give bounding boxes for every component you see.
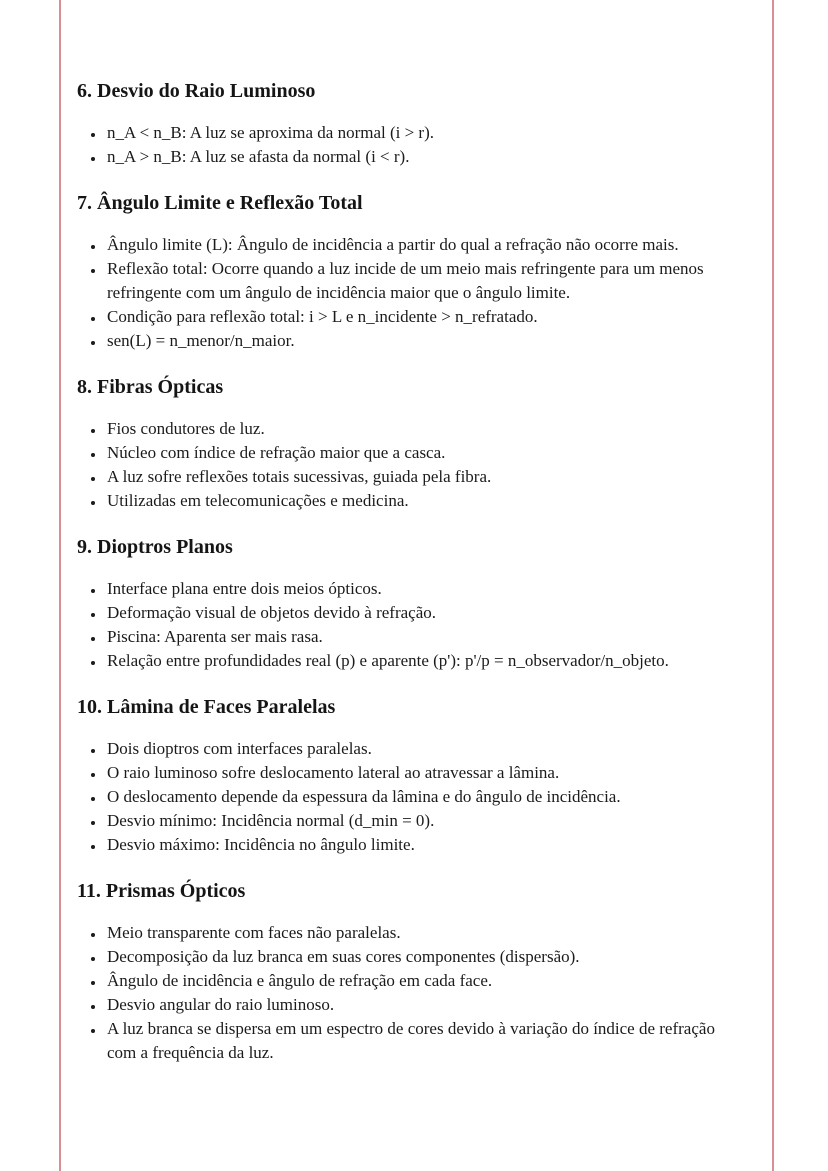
bullet-item: • Dois dioptros com interfaces paralelas. [105,737,748,761]
bullet-item: • Núcleo com índice de refração maior que a casca. [105,441,748,465]
bullet-item: • Desvio mínimo: Incidência normal (d_min = 0). [105,809,748,833]
document-page [59,0,774,1171]
bullet-item: • Ângulo limite (L): Ângulo de incidência a partir do qual a refração não ocorre mais. [105,233,748,257]
bullet-item: • O deslocamento depende da espessura da lâmina e do ângulo de incidência. [105,785,748,809]
document-section [77,79,748,169]
bullet-item: • Desvio máximo: Incidência no ângulo limite. [105,833,748,857]
document-section [77,535,748,673]
bullet-item: • Meio transparente com faces não paralelas. [105,921,748,945]
section-heading: 11. Prismas Ópticos [77,880,246,902]
bullet-item: • O raio luminoso sofre deslocamento lateral ao atravessar a lâmina. [105,761,748,785]
bullet-list [77,417,748,513]
bullet-item: • Piscina: Aparenta ser mais rasa. [105,625,748,649]
section-heading: 10. Lâmina de Faces Paralelas [77,696,336,718]
bullet-list [77,921,748,1065]
bullet-item: • A luz sofre reflexões totais sucessivas, guiada pela fibra. [105,465,748,489]
bullet-item: • Desvio angular do raio luminoso. [105,993,748,1017]
section-heading: 9. Dioptros Planos [77,536,233,558]
bullet-list [77,577,748,673]
section-heading: 7. Ângulo Limite e Reflexão Total [77,192,363,214]
bullet-item: • n_A > n_B: A luz se afasta da normal (i < r). [105,145,748,169]
bullet-list [77,233,748,353]
bullet-item: • Relação entre profundidades real (p) e aparente (p'): p'/p = n_observador/n_objeto. [105,649,748,673]
document-section [77,695,748,857]
bullet-item: • Fios condutores de luz. [105,417,748,441]
document-section [77,191,748,353]
bullet-list [77,121,748,169]
bullet-item: • Reflexão total: Ocorre quando a luz incide de um meio mais refringente para um menos refringente com um ângulo de incidência maior que o ângulo limite. [105,257,748,305]
bullet-item: • A luz branca se dispersa em um espectro de cores devido à variação do índice de refração com a frequência da luz. [105,1017,748,1065]
section-heading: 8. Fibras Ópticas [77,376,224,398]
bullet-list [77,737,748,857]
bullet-item: • Interface plana entre dois meios ópticos. [105,577,748,601]
document-section [77,375,748,513]
bullet-item: • Utilizadas em telecomunicações e medicina. [105,489,748,513]
section-heading: 6. Desvio do Raio Luminoso [77,80,316,102]
bullet-item: • Ângulo de incidência e ângulo de refração em cada face. [105,969,748,993]
bullet-item: • sen(L) = n_menor/n_maior. [105,329,748,353]
bullet-item: • Decomposição da luz branca em suas cores componentes (dispersão). [105,945,748,969]
document-section [77,879,748,1065]
bullet-item: • n_A < n_B: A luz se aproxima da normal (i > r). [105,121,748,145]
bullet-item: • Deformação visual de objetos devido à refração. [105,601,748,625]
bullet-item: • Condição para reflexão total: i > L e n_incidente > n_refratado. [105,305,748,329]
document-content [61,0,772,1065]
